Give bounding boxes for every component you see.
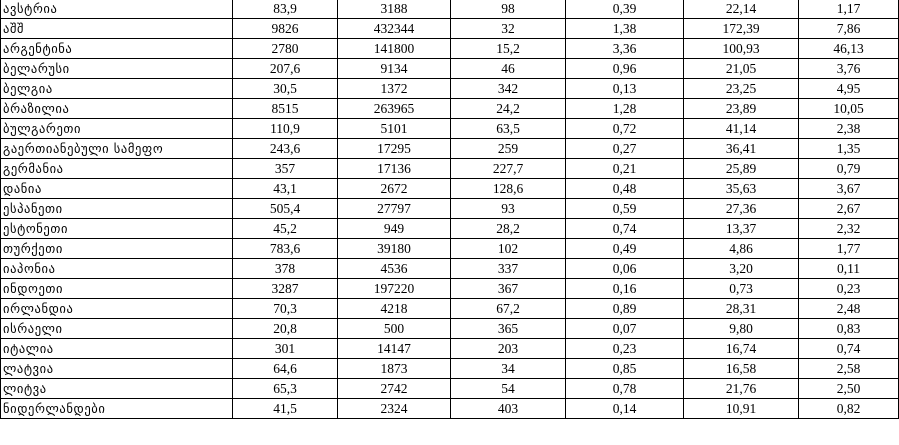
index-cell: 13,37: [684, 219, 799, 239]
ratio-cell: 0,89: [566, 299, 684, 319]
percent-cell: 2,32: [799, 219, 899, 239]
value-cell: 39180: [338, 239, 451, 259]
ratio-cell: 3,36: [566, 39, 684, 59]
density-cell: 32: [451, 19, 566, 39]
table-row: [1, 19, 899, 39]
index-cell: 9,80: [684, 319, 799, 339]
index-cell: 28,31: [684, 299, 799, 319]
density-cell: 203: [451, 339, 566, 359]
country-name-cell: ბრაზილია: [1, 99, 233, 119]
table-row: [1, 99, 899, 119]
area-cell: 43,1: [233, 179, 338, 199]
index-cell: 23,25: [684, 79, 799, 99]
area-cell: 45,2: [233, 219, 338, 239]
density-cell: 102: [451, 239, 566, 259]
index-cell: 25,89: [684, 159, 799, 179]
table-row: [1, 239, 899, 259]
density-cell: 403: [451, 399, 566, 419]
index-cell: 10,91: [684, 399, 799, 419]
percent-cell: 1,77: [799, 239, 899, 259]
percent-cell: 2,50: [799, 379, 899, 399]
density-cell: 24,2: [451, 99, 566, 119]
area-cell: 301: [233, 339, 338, 359]
value-cell: 2672: [338, 179, 451, 199]
table-row: [1, 319, 899, 339]
ratio-cell: 1,38: [566, 19, 684, 39]
area-cell: 41,5: [233, 399, 338, 419]
area-cell: 243,6: [233, 139, 338, 159]
density-cell: 63,5: [451, 119, 566, 139]
value-cell: 5101: [338, 119, 451, 139]
ratio-cell: 0,59: [566, 199, 684, 219]
index-cell: 4,86: [684, 239, 799, 259]
percent-cell: 0,11: [799, 259, 899, 279]
ratio-cell: 0,14: [566, 399, 684, 419]
index-cell: 16,74: [684, 339, 799, 359]
value-cell: 2324: [338, 399, 451, 419]
value-cell: 4536: [338, 259, 451, 279]
percent-cell: 1,17: [799, 0, 899, 19]
value-cell: 3188: [338, 0, 451, 19]
table-row: [1, 339, 899, 359]
ratio-cell: 0,27: [566, 139, 684, 159]
table-body: [1, 0, 899, 419]
density-cell: 337: [451, 259, 566, 279]
percent-cell: 2,67: [799, 199, 899, 219]
value-cell: 4218: [338, 299, 451, 319]
table-row: [1, 399, 899, 419]
ratio-cell: 0,72: [566, 119, 684, 139]
density-cell: 128,6: [451, 179, 566, 199]
ratio-cell: 0,48: [566, 179, 684, 199]
value-cell: 27797: [338, 199, 451, 219]
area-cell: 3287: [233, 279, 338, 299]
country-name-cell: ისრაელი: [1, 319, 233, 339]
ratio-cell: 0,85: [566, 359, 684, 379]
value-cell: 1873: [338, 359, 451, 379]
value-cell: 141800: [338, 39, 451, 59]
index-cell: 41,14: [684, 119, 799, 139]
country-name-cell: ბელარუსი: [1, 59, 233, 79]
density-cell: 342: [451, 79, 566, 99]
area-cell: 357: [233, 159, 338, 179]
area-cell: 2780: [233, 39, 338, 59]
percent-cell: 1,35: [799, 139, 899, 159]
index-cell: 21,05: [684, 59, 799, 79]
density-cell: 365: [451, 319, 566, 339]
density-cell: 54: [451, 379, 566, 399]
table-row: [1, 0, 899, 19]
table-row: [1, 279, 899, 299]
ratio-cell: 0,39: [566, 0, 684, 19]
index-cell: 23,89: [684, 99, 799, 119]
country-name-cell: ესტონეთი: [1, 219, 233, 239]
percent-cell: 3,76: [799, 59, 899, 79]
percent-cell: 2,38: [799, 119, 899, 139]
ratio-cell: 0,23: [566, 339, 684, 359]
density-cell: 28,2: [451, 219, 566, 239]
percent-cell: 7,86: [799, 19, 899, 39]
ratio-cell: 1,28: [566, 99, 684, 119]
country-name-cell: გაერთიანებული სამეფო: [1, 139, 233, 159]
ratio-cell: 0,21: [566, 159, 684, 179]
area-cell: 505,4: [233, 199, 338, 219]
country-name-cell: ინდოეთი: [1, 279, 233, 299]
country-name-cell: ირლანდია: [1, 299, 233, 319]
ratio-cell: 0,96: [566, 59, 684, 79]
ratio-cell: 0,07: [566, 319, 684, 339]
ratio-cell: 0,49: [566, 239, 684, 259]
value-cell: 14147: [338, 339, 451, 359]
country-name-cell: თურქეთი: [1, 239, 233, 259]
index-cell: 21,76: [684, 379, 799, 399]
area-cell: 110,9: [233, 119, 338, 139]
value-cell: 17295: [338, 139, 451, 159]
percent-cell: 0,23: [799, 279, 899, 299]
table-row: [1, 139, 899, 159]
ratio-cell: 0,13: [566, 79, 684, 99]
index-cell: 27,36: [684, 199, 799, 219]
density-cell: 34: [451, 359, 566, 379]
table-row: [1, 299, 899, 319]
value-cell: 1372: [338, 79, 451, 99]
table-row: [1, 179, 899, 199]
percent-cell: 2,58: [799, 359, 899, 379]
country-name-cell: აშშ: [1, 19, 233, 39]
percent-cell: 0,82: [799, 399, 899, 419]
ratio-cell: 0,74: [566, 219, 684, 239]
area-cell: 64,6: [233, 359, 338, 379]
area-cell: 65,3: [233, 379, 338, 399]
index-cell: 35,63: [684, 179, 799, 199]
area-cell: 783,6: [233, 239, 338, 259]
country-name-cell: ესპანეთი: [1, 199, 233, 219]
index-cell: 3,20: [684, 259, 799, 279]
value-cell: 949: [338, 219, 451, 239]
index-cell: 100,93: [684, 39, 799, 59]
country-name-cell: დანია: [1, 179, 233, 199]
area-cell: 8515: [233, 99, 338, 119]
area-cell: 30,5: [233, 79, 338, 99]
value-cell: 17136: [338, 159, 451, 179]
table-row: [1, 199, 899, 219]
index-cell: 0,73: [684, 279, 799, 299]
country-name-cell: გერმანია: [1, 159, 233, 179]
table-row: [1, 119, 899, 139]
table-row: [1, 259, 899, 279]
country-name-cell: ბელგია: [1, 79, 233, 99]
percent-cell: 46,13: [799, 39, 899, 59]
area-cell: 378: [233, 259, 338, 279]
density-cell: 259: [451, 139, 566, 159]
index-cell: 16,58: [684, 359, 799, 379]
density-cell: 98: [451, 0, 566, 19]
table-row: [1, 359, 899, 379]
country-name-cell: იაპონია: [1, 259, 233, 279]
country-name-cell: ლიტვა: [1, 379, 233, 399]
index-cell: 22,14: [684, 0, 799, 19]
value-cell: 2742: [338, 379, 451, 399]
value-cell: 432344: [338, 19, 451, 39]
country-name-cell: არგენტინა: [1, 39, 233, 59]
country-name-cell: ბულგარეთი: [1, 119, 233, 139]
area-cell: 9826: [233, 19, 338, 39]
density-cell: 367: [451, 279, 566, 299]
table-row: [1, 59, 899, 79]
index-cell: 36,41: [684, 139, 799, 159]
country-name-cell: ნიდერლანდები: [1, 399, 233, 419]
density-cell: 46: [451, 59, 566, 79]
country-name-cell: ლატვია: [1, 359, 233, 379]
table-row: [1, 219, 899, 239]
table-row: [1, 159, 899, 179]
ratio-cell: 0,16: [566, 279, 684, 299]
table-row: [1, 39, 899, 59]
area-cell: 70,3: [233, 299, 338, 319]
ratio-cell: 0,06: [566, 259, 684, 279]
percent-cell: 10,05: [799, 99, 899, 119]
percent-cell: 3,67: [799, 179, 899, 199]
percent-cell: 0,74: [799, 339, 899, 359]
percent-cell: 4,95: [799, 79, 899, 99]
density-cell: 93: [451, 199, 566, 219]
table-row: [1, 79, 899, 99]
value-cell: 9134: [338, 59, 451, 79]
country-name-cell: ავსტრია: [1, 0, 233, 19]
country-name-cell: იტალია: [1, 339, 233, 359]
value-cell: 263965: [338, 99, 451, 119]
area-cell: 207,6: [233, 59, 338, 79]
table-row: [1, 379, 899, 399]
percent-cell: 2,48: [799, 299, 899, 319]
area-cell: 83,9: [233, 0, 338, 19]
percent-cell: 0,83: [799, 319, 899, 339]
density-cell: 67,2: [451, 299, 566, 319]
ratio-cell: 0,78: [566, 379, 684, 399]
value-cell: 197220: [338, 279, 451, 299]
density-cell: 227,7: [451, 159, 566, 179]
value-cell: 500: [338, 319, 451, 339]
density-cell: 15,2: [451, 39, 566, 59]
index-cell: 172,39: [684, 19, 799, 39]
percent-cell: 0,79: [799, 159, 899, 179]
area-cell: 20,8: [233, 319, 338, 339]
